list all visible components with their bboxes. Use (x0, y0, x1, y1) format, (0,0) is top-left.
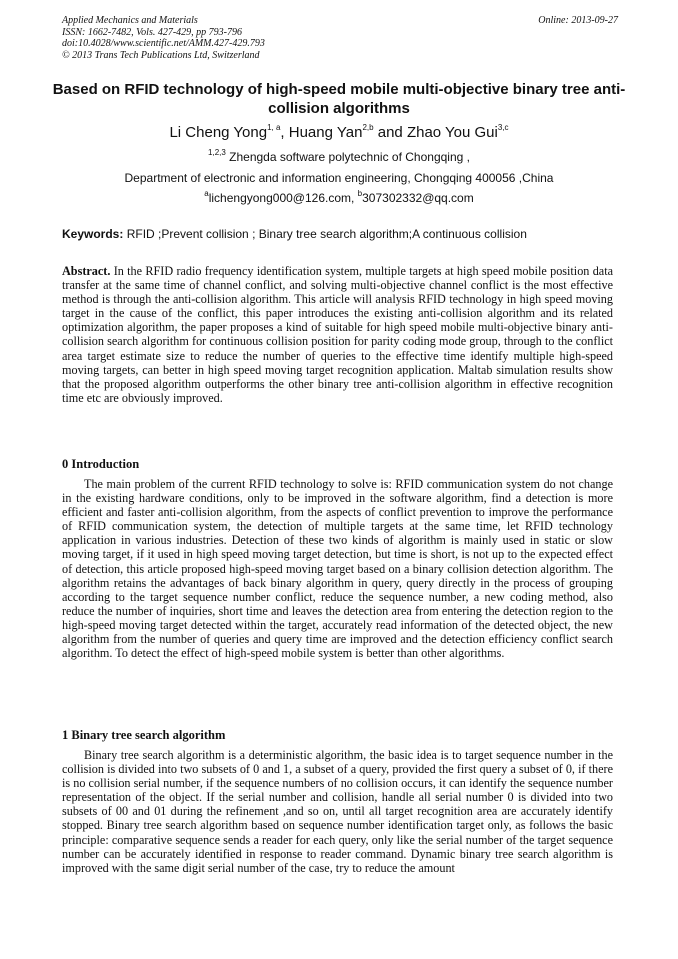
email-marker-b: b (357, 189, 363, 198)
affiliation-marker: 1,2,3 (208, 148, 226, 157)
paper-title: Based on RFID technology of high-speed mobile multi-objective binary tree anti-collision algorithms (52, 81, 626, 117)
keywords-text: RFID ;Prevent collision ; Binary tree search algorithm;A continuous collision (123, 227, 527, 241)
author-2-affil: 2,b (362, 123, 374, 132)
author-3: Zhao You Gui (406, 124, 498, 141)
author-3-affil: 3,c (497, 123, 509, 132)
author-emails (40, 191, 638, 205)
abstract-text: In the RFID radio frequency identification system, multiple targets at high speed mobile position data transfer at the same time of channel conflict, and solving multi-objective channel conflict is the most effective method is through the anti-collision algorithm. This article will analysis RFID technology in high speed moving target in the cause of the conflict, this paper introduces the existing anti-collision algorithm and its related optimization algorithm, the paper proposes a kind of suitable for high speed mobile multi-objective binary anti-collision search algorithm for continuous collision position for parity coding mode group, through to the conflict area target estimate size to reduce the number of queries to the effective time identify multiple high-speed moving targets, can better in high speed moving target recognition application. Maltab simulation results show that the proposed algorithm outperforms the other binary tree anti-collision algorithm in effective recognition time etc are obviously improved. (62, 264, 613, 405)
author-1: Li Cheng Yong (169, 124, 268, 141)
email-a: lichengyong000@126.com, (208, 191, 358, 205)
email-marker-a: a (204, 189, 209, 198)
section-1-heading: 1 Binary tree search algorithm (62, 728, 226, 742)
section-1-body: Binary tree search algorithm is a deterministic algorithm, the basic idea is to target sequence number in the collision is divided into two subsets of 0 and 1, a subset of a query, provided the first query a subset of 0, if there is no collision serial number, if the sequence numbers of no collision occurs, it can identify the sequence number representation of the object. If the serial number and collision, handle all serial number 0 is divided into two subsets of 00 and 01 during the refinement ,and so on, until all target recognition area are accurately identify stopped. Binary tree search algorithm based on sequence number identification target only, as follows the basic principle: comparative sequence sends a reader for each query, only like the serial number of the target sequence number can be accurately identified in response to reader command. Dynamic binary tree search algorithm is improved with the same digit serial number of the case, try to reduce the amount (62, 748, 613, 875)
online-date: Online: 2013-09-27 (538, 15, 618, 26)
copyright-line: © 2013 Trans Tech Publications Ltd, Switzerland (62, 49, 260, 61)
author-list (40, 123, 638, 143)
affiliation-line-2: Department of electronic and information engineering, Chongqing 400056 ,China (124, 171, 554, 185)
keywords (62, 227, 618, 241)
abstract-label: Abstract. (62, 264, 111, 278)
keywords-label: Keywords: (62, 227, 124, 241)
author-separator: and (373, 124, 407, 141)
doi-line: doi:10.4028/www.scientific.net/AMM.427-429.793 (62, 38, 265, 49)
affiliation-institution: Zhengda software polytechnic of Chongqing , (225, 150, 470, 164)
author-2: Huang Yan (288, 124, 363, 141)
section-0-body: The main problem of the current RFID technology to solve is: RFID communication system do not change in the existing hardware conditions, only to be improved in the software algorithm, find a detection is more efficient and faster anti-collision algorithm, from the aspects of conflict prevention to improve the performance of RFID communication system, the detection of multiple targets at the same time, let RFID technology application in various industries. Detection of these two kinds of algorithm is mainly used in static or slow moving target, if it used in high speed moving target detection, but time is short, is not up to the expected effect of detection, this article proposed high-speed moving target based on a binary collision detection algorithm. The algorithm retains the advantages of back binary algorithm in query, query directly in the process of grouping according to the target sequence number conflict, reduce the sequence number, a new coding method, also reduce the number of inquiries, short time and leaves the detection area from entering the detection region to the high-speed moving target detected within the target, accurately read information of the detected object, the new algorithm from the number of queries and query time are improved and the detection efficiency conflict search algorithm. To detect the effect of high-speed mobile system is better than other algorithms. (62, 477, 613, 661)
section-0-heading: 0 Introduction (62, 457, 140, 471)
journal-name: Applied Mechanics and Materials (62, 15, 198, 26)
author-separator: , (280, 124, 289, 141)
journal-header (62, 15, 618, 61)
abstract (62, 264, 613, 405)
affiliation-line-1 (40, 150, 638, 164)
issn-line: ISSN: 1662-7482, Vols. 427-429, pp 793-796 (62, 26, 242, 38)
email-b: 307302332@qq.com (362, 191, 474, 205)
author-1-affil: 1, a (267, 123, 281, 132)
